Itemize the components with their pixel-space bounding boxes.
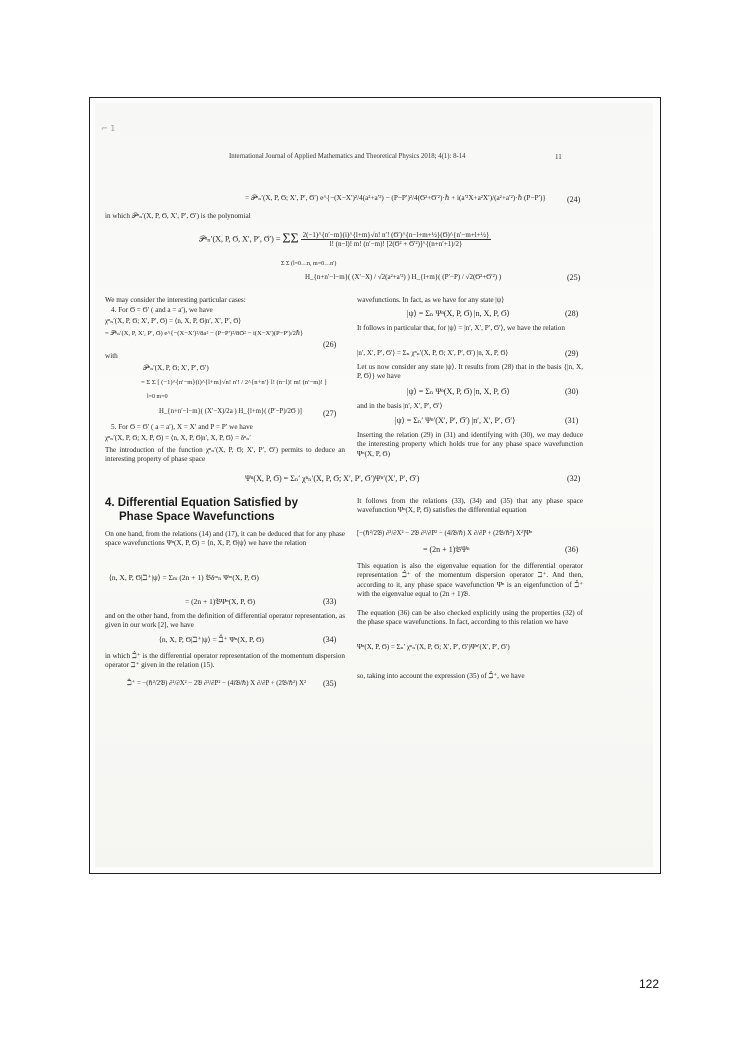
scanned-page xyxy=(95,103,653,867)
right-p4: and in the basis |n′, X′, P′, Ϭ′⟩ xyxy=(357,402,443,410)
equation-30: |ψ⟩ = Σₙ Ψⁿ(X, P, Ϭ) |n, X, P, Ϭ⟩ xyxy=(407,387,510,396)
eq25-denominator: l! (n−l)! m! (n′−m)! [2(Ϭ² + Ϭ′²)]^{(n+n′+1)/2} xyxy=(329,240,463,248)
right-p2: It follows in particular that, for |ψ⟩ = |n′, X′, P′, Ϭ′⟩, we have the relation xyxy=(357,324,565,332)
eq-p-polynomial: 𝒫ⁿₙ′(X, P, Ϭ; X′, P′, Ϭ′) xyxy=(143,364,209,372)
equation-33-number: (33) xyxy=(323,597,337,606)
right2-p4: so, taking into account the expression (35) of ℶ̂⁺, we have xyxy=(357,672,525,680)
equation-32-number: (32) xyxy=(567,474,581,483)
equation-34: ⟨n, X, P, Ϭ|ℶ⁺|ψ⟩ = ℶ̂⁺ Ψⁿ(X, P, Ϭ) xyxy=(159,635,264,644)
equation-25-number: (25) xyxy=(567,273,581,282)
page-number: 122 xyxy=(639,977,660,991)
right2-p2: This equation is also the eigenvalue equation for the differential operator representation ℶ̂⁺ of the momentum dispersion operator ℶ⁺. And then, according to it, any phase space wavefunction Ψⁿ is an eigenfunction of ℶ̂⁺ with the eigenvalue equal to (2n + 1)𝔅. xyxy=(357,562,583,599)
journal-page-number: 11 xyxy=(555,153,562,161)
left-p4: The introduction of the function χⁿₙ′(X, P, Ϭ; X′, P′, Ϭ′) permits to deduce an interesting property of phase space xyxy=(105,446,345,464)
equation-28: |ψ⟩ = Σₙ Ψⁿ(X, P, Ϭ) |n, X, P, Ϭ⟩ xyxy=(407,309,510,318)
section4-p1: On one hand, from the relations (14) and (17), it can be deduced that for any phase space wavefunctions Ψⁿ(X, P, Ϭ) = ⟨n, X, P, Ϭ|ψ⟩ we have the relation xyxy=(105,530,345,548)
equation-33b: = (2n + 1)𝔅Ψⁿ(X, P, Ϭ) xyxy=(185,597,256,606)
equation-33a: ⟨n, X, P, Ϭ|ℶ⁺|ψ⟩ = Σₘ (2n + 1) 𝔅δᵐₙ Ψᵐ(X, P, Ϭ) xyxy=(109,573,259,582)
equation-28-number: (28) xyxy=(565,309,579,318)
right-p1: wavefunctions. In fact, as we have for any state |ψ⟩ xyxy=(357,296,505,304)
section4-p2: and on the other hand, from the definition of differential operator representation, as given in our work [2], we have xyxy=(105,612,345,630)
sum-symbol: ΣΣ xyxy=(282,231,299,247)
equation-37: Ψⁿ(X, P, Ϭ) = Σₙ′ χⁿₙ′(X, P, Ϭ; X′, P′, Ϭ′)Ψⁿ′(X′, P′, Ϭ′) xyxy=(357,643,510,651)
eq-chi: χⁿₙ′(X, P, Ϭ; X′, P′, Ϭ) = ⟨n, X, P, Ϭ|n′, X′, P′, Ϭ⟩ xyxy=(105,317,242,325)
equation-27-number: (27) xyxy=(323,409,337,418)
text-with: with xyxy=(105,352,118,360)
right2-p3: The equation (36) can be also checked explicitly using the properties (32) of the phase space wavefunctions. In fact, according to this relation we have xyxy=(357,609,583,627)
equation-24: = 𝒫ⁿₙ′(X, P, Ϭ; X′, P′, Ϭ′) e^{−(X−X′)²/4(a²+a′²) − (P−P′)²/4(Ϭ²+Ϭ′²)·ℏ + i(a′²X+a²X′)/(a²+a′²)·ℏ (P−P′)} xyxy=(245,194,546,202)
equation-34-number: (34) xyxy=(323,635,337,644)
eq-delta: χⁿₙ′(X, P, Ϭ; X, P, Ϭ) = ⟨n, X, P, Ϭ|n′, X, P, Ϭ⟩ = δⁿₙ′ xyxy=(105,434,251,442)
left-p1: We may consider the interesting particular cases: xyxy=(105,296,246,304)
equation-36b: = (2n + 1)𝔅Ψⁿ xyxy=(423,545,470,554)
equation-35: ℶ̂⁺ = −(ℏ²/2𝔅) ∂²/∂X² − 2𝔅 ∂²/∂P² − (4i𝔅/ℏ) X ∂/∂P + (2𝔅/ℏ²) X² xyxy=(127,680,307,687)
equation-29: |n′, X′, P′, Ϭ′⟩ = Σₙ χⁿₙ′(X, P, Ϭ; X′, P′, Ϭ′) |n, X, P, Ϭ⟩ xyxy=(357,349,509,357)
equation-31: |ψ⟩ = Σₙ′ Ψⁿ′(X′, P′, Ϭ′) |n′, X′, P′, Ϭ′⟩ xyxy=(395,416,516,425)
equation-36a: [−(ℏ²/2𝔅) ∂²/∂X² − 2𝔅 ∂²/∂P² − (4i𝔅/ℏ) X ∂/∂P + (2𝔅/ℏ²) X²]Ψⁿ xyxy=(357,530,533,537)
text-polynomial: in which 𝒫ⁿₙ′(X, P, Ϭ, X′, P′, Ϭ′) is the polynomial xyxy=(105,212,251,220)
equation-31-number: (31) xyxy=(565,416,579,425)
right-p3: Let us now consider any state |ψ⟩. It results from (28) that in the basis {|n, X, P, Ϭ⟩} we have xyxy=(357,363,583,381)
equation-36-number: (36) xyxy=(565,545,579,554)
eq25-sum-limits: Σ Σ (l=0…n, m=0…n′) xyxy=(281,261,337,267)
right-p5: Inserting the relation (29) in (31) and identifying with (30), we may deduce the interesting property which holds true for any phase space wavefunction Ψⁿ(X, P, Ϭ) xyxy=(357,431,583,458)
eq-sum-limits: l=0 m=0 xyxy=(147,394,168,400)
left-p3: 5. For Ϭ = Ϭ′ ( a = a′), X = X′ and P = P′ we have xyxy=(111,423,253,431)
equation-29-number: (29) xyxy=(565,349,579,358)
equation-26: = 𝒫ⁿₙ′(X, P, X′, P′, Ϭ) e^{−(X−X′)²/8a² − (P−P′)²/8Ϭ² − i(X−X′)(P−P′)/2ℏ} xyxy=(105,330,304,337)
section-heading-line2: Phase Space Wavefunctions xyxy=(119,511,275,523)
equation-32: Ψⁿ(X, P, Ϭ) = Σₙ′ χⁿₙ′(X, P, Ϭ; X′, P′, Ϭ′)Ψⁿ′(X′, P′, Ϭ′) xyxy=(245,474,420,483)
equation-27: H_{n+n′−l−m}( (X′−X)/2a ) H_{l+m}( (P′−P)/2Ϭ )] xyxy=(159,408,302,415)
left-p2: 4. For Ϭ = Ϭ′ ( and a = a′), we have xyxy=(111,306,213,314)
eq25-numerator: 2(−1)^{n′−m}(i)^{l+m}√n! n′! (Ϭ′)^{n−l+m+½}(Ϭ)^{n′−m+l+½} xyxy=(302,231,490,239)
equation-35-number: (35) xyxy=(323,679,337,688)
right2-p1: It follows from the relations (33), (34) and (35) that any phase space wavefunction Ψⁿ(X, P, Ϭ) satisfies the differential equation xyxy=(357,497,583,515)
equation-24-number: (24) xyxy=(567,195,581,204)
section-heading-line1: 4. Differential Equation Satisfied by xyxy=(105,497,298,509)
equation-26-number: (26) xyxy=(323,340,337,349)
scan-mark: ⌐ 1 xyxy=(101,124,116,133)
eq25-line2: H_{n+n′−l−m}( (X′−X) / √2(a²+a′²) ) H_{l+m}( (P′−P) / √2(Ϭ²+Ϭ′²) ) xyxy=(305,273,502,281)
section4-p3: in which ℶ̂⁺ is the differential operator representation of the momentum dispersion operator ℶ⁺ given in the relation (15). xyxy=(105,652,345,670)
eq-p-sum: = Σ Σ [ (−1)^{n′−m}(i)^{l+m}√n! n′! / 2^{n+n′} l! (n−l)! m! (n′−m)! ] xyxy=(141,379,327,386)
equation-25 xyxy=(199,231,491,248)
journal-header: International Journal of Applied Mathematics and Theoretical Physics 2018; 4(1): 8-14 xyxy=(229,153,466,160)
equation-30-number: (30) xyxy=(565,387,579,396)
eq25-lhs: 𝒫ⁿₙ′(X, P, Ϭ, X′, P′, Ϭ′) = xyxy=(199,234,281,244)
eq25-fraction xyxy=(301,231,492,248)
scanned-page-frame xyxy=(89,97,661,874)
